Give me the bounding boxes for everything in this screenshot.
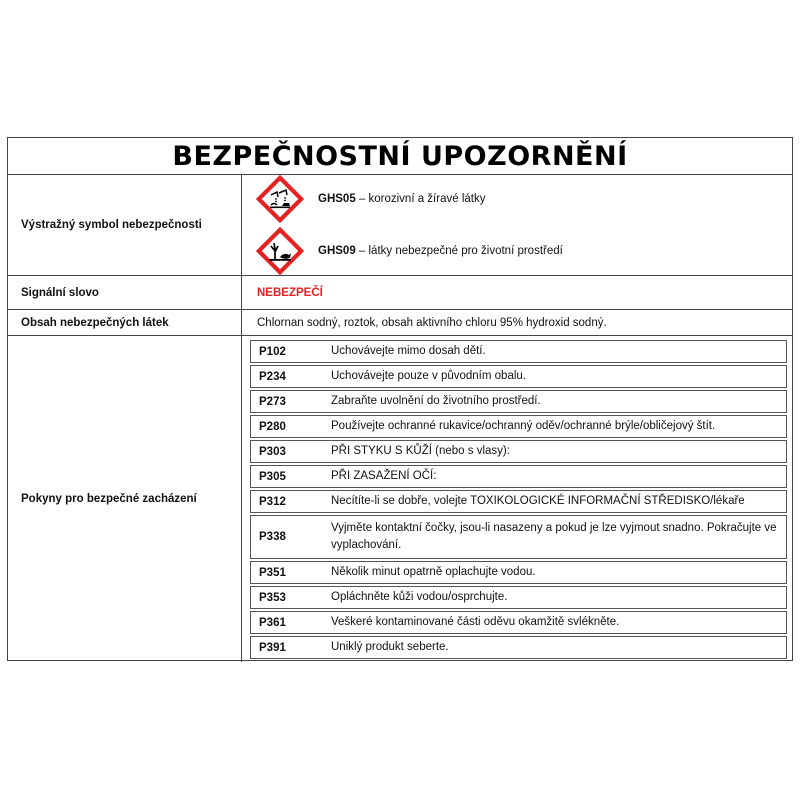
precaution-text: PŘI ZASAŽENÍ OČÍ:	[331, 470, 437, 482]
safe-handling-row	[8, 336, 792, 662]
safety-table	[7, 137, 793, 661]
precaution-code: P234	[259, 370, 286, 383]
ghs05-code: GHS05	[318, 193, 356, 205]
precaution-text: PŘI STYKU S KŮŽÍ (nebo s vlasy):	[331, 445, 510, 457]
precaution-text: Necítíte-li se dobře, volejte TOXIKOLOGICKÉ INFORMAČNÍ STŘEDISKO/lékaře	[331, 495, 745, 507]
precaution-text: Uchovávejte pouze v původním obalu.	[331, 370, 526, 382]
precaution-code: P305	[259, 470, 286, 483]
precaution-text: Uniklý produkt seberte.	[331, 641, 449, 653]
precaution-code: P280	[259, 420, 286, 433]
precaution-list	[242, 336, 792, 662]
precaution-code: P273	[259, 395, 286, 408]
ghs05-desc: – korozivní a žíravé látky	[355, 193, 486, 205]
ghs09-item	[256, 227, 563, 275]
precaution-item	[250, 390, 787, 413]
precaution-text: Používejte ochranné rukavice/ochranný oděv/ochranné brýle/obličejový štít.	[331, 420, 716, 432]
hazardous-content-value: Chlornan sodný, roztok, obsah aktivního chloru 95% hydroxid sodný.	[257, 316, 607, 329]
ghs09-desc: – látky nebezpečné pro životní prostředí	[355, 245, 563, 257]
signal-word-label: Signální slovo	[8, 276, 242, 309]
precaution-item	[250, 340, 787, 363]
hazardous-content-label: Obsah nebezpečných látek	[8, 310, 242, 335]
precaution-text: Zabraňte uvolnění do životního prostředí.	[331, 395, 541, 407]
ghs05-item	[256, 175, 485, 223]
page-title: BEZPEČNOSTNÍ UPOZORNĚNÍ	[8, 138, 792, 175]
precaution-item	[250, 490, 787, 513]
precaution-item	[250, 365, 787, 388]
precaution-item	[250, 515, 787, 559]
precaution-text: Několik minut opatrně oplachujte vodou.	[331, 566, 536, 578]
safe-handling-label: Pokyny pro bezpečné zacházení	[8, 336, 242, 662]
precaution-code: P351	[259, 566, 286, 579]
precaution-text: Veškeré kontaminované části oděvu okamžitě svlékněte.	[331, 616, 620, 628]
precaution-code: P361	[259, 616, 286, 629]
precaution-item	[250, 586, 787, 609]
precaution-item	[250, 611, 787, 634]
precaution-item	[250, 561, 787, 584]
hazard-symbols-list	[242, 175, 792, 275]
precaution-code: P303	[259, 445, 286, 458]
precaution-item	[250, 415, 787, 438]
precaution-text: Uchovávejte mimo dosah dětí.	[331, 345, 486, 357]
hazardous-content-row	[8, 310, 792, 336]
hazard-symbols-row	[8, 175, 792, 276]
ghs09-code: GHS09	[318, 245, 356, 257]
environment-icon	[256, 227, 304, 275]
signal-word-row	[8, 276, 792, 310]
precaution-text: Vyjměte kontaktní čočky, jsou-li nasazeny a pokud je lze vyjmout snadno. Pokračujte ve vyplachování.	[331, 522, 777, 551]
precaution-code: P391	[259, 641, 286, 654]
hazard-symbols-label: Výstražný symbol nebezpečnosti	[8, 175, 242, 275]
precaution-item	[250, 465, 787, 488]
precaution-code: P312	[259, 495, 286, 508]
signal-word-value: NEBEZPEČÍ	[257, 286, 323, 299]
precaution-code: P353	[259, 591, 286, 604]
corrosion-icon	[256, 175, 304, 223]
precaution-code: P102	[259, 345, 286, 358]
precaution-code: P338	[259, 531, 286, 543]
precaution-item	[250, 440, 787, 463]
precaution-text: Opláchněte kůži vodou/osprchujte.	[331, 591, 508, 603]
precaution-item	[250, 636, 787, 659]
